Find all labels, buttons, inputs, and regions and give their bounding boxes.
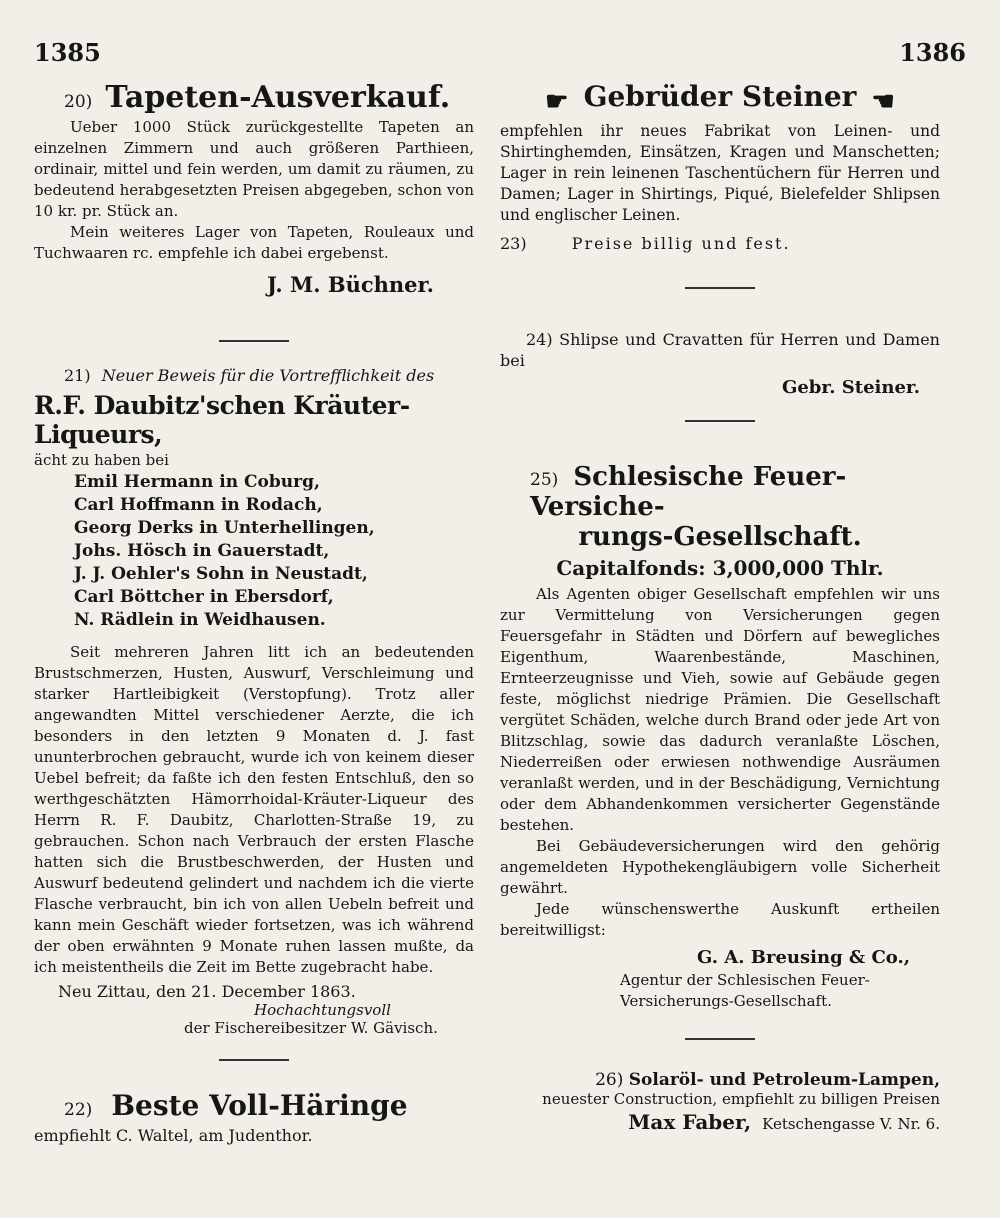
ad-body-2: Mein weiteres Lager von Tapeten, Rouleaux und Tuchwaaren rc. empfehle ich dabei ergebenst. [34, 223, 474, 262]
ad-22 [34, 1089, 474, 1145]
author: der Fischereibesitzer W. Gävisch. [184, 1019, 438, 1037]
seller-item: N. Rädlein in Weidhausen. [74, 610, 326, 630]
ad-title: Tapeten-Ausverkauf. [105, 80, 451, 115]
ad-20 [34, 80, 474, 330]
divider [219, 1059, 289, 1061]
seller-item: Georg Derks in Unterhellingen, [74, 518, 375, 538]
ad-21 [34, 366, 474, 1037]
closing: Hochachtungsvoll [254, 1001, 391, 1019]
right-column [500, 80, 940, 1134]
ad-line-2: neuester Construction, empfiehlt zu billigen Preisen [542, 1089, 940, 1108]
ad-26 [500, 1070, 940, 1134]
ad-intro: Neuer Beweis für die Vortrefflichkeit des [101, 366, 435, 385]
ad-body: empfehlen ihr neues Fabrikat von Leinen- und Shirtinghemden, Einsätzen, Kragen und Manschetten; Lager in rein leinenen Taschentüchern für Herren und Damen; Lager in Shirtings, Piqué, Bielefelder Shlipsen und englischer Leinen. [500, 121, 940, 224]
ad-lead: ächt zu haben bei [34, 451, 169, 469]
seller-item: Carl Böttcher in Ebersdorf, [74, 587, 334, 607]
place-date: Neu Zittau, den 21. December 1863. [58, 982, 356, 1001]
ad-number: 23) [500, 233, 527, 253]
seller-list [74, 471, 474, 632]
divider [219, 340, 289, 342]
ad-line: empfiehlt C. Waltel, am Judenthor. [34, 1126, 313, 1145]
seller-item: J. J. Oehler's Sohn in Neustadt, [74, 564, 368, 584]
ad-text: Shlipse und Cravatten für Herren und Damen bei [500, 329, 940, 370]
page-number-right: 1386 [899, 38, 966, 67]
pointing-hand-icon: ☛ [545, 86, 569, 117]
seller-item: Carl Hoffmann in Rodach, [74, 495, 323, 515]
ad-line-1: Solaröl- und Petroleum-Lampen, [628, 1069, 940, 1090]
left-column [34, 80, 474, 1145]
ad-body: Seit mehreren Jahren litt ich an bedeutenden Brustschmerzen, Husten, Auswurf, Verschleimung und starker Hartleibigkeit (Verstopfung). Trotz aller angewandten Mittel verschiedener Aerzte, die ich besonders in den letzten 9 Monaten d. J. fast ununterbrochen gebraucht, wurde ich von keinem dieser Uebel befreit; da faßte ich den festen Entschluß, den so werthgeschätzten Hämorrhoidal-Kräuter-Liqueur des Herrn R. F. Daubitz, Charlotten-Straße 19, zu gebrauchen. Schon nach Verbrauch der ersten Flasche hatten sich die Brustbeschwerden, der Husten und Auswurf bedeutend gelindert und nachdem ich die vierte Flasche verbraucht, bin ich von allen Uebeln befreit und kann mein Geschäft wieder fortsetzen, was ich während der oben erwähnten 9 Monate ruhen lassen mußte, da ich meistentheils die Zeit im Bette zugebracht habe. [34, 643, 474, 976]
ad-text: Preise billig und fest. [571, 233, 791, 253]
seller-item: Emil Hermann in Coburg, [74, 472, 320, 492]
ad-signature: J. M. Büchner. [267, 272, 434, 297]
ad-number: 25) [530, 469, 559, 490]
seller-item: Johs. Hösch in Gauerstadt, [74, 541, 330, 561]
ad-signature: Gebr. Steiner. [781, 376, 920, 398]
divider [685, 1038, 755, 1040]
ad-23 [500, 234, 940, 253]
ad-title: Beste Voll-Häringe [111, 1089, 408, 1122]
ad-number: 26) [595, 1069, 624, 1090]
ad-body-2: Bei Gebäudeversicherungen wird den gehörig angemeldeten Hypothekengläubigern volle Sicherheit gewährt. [500, 836, 940, 897]
ad-body-3: Jede wünschenswerthe Auskunft ertheilen bereitwilligst: [500, 899, 940, 939]
ad-number: 20) [64, 92, 93, 112]
ad-title: Gebrüder Steiner [583, 80, 857, 113]
ad-number: 24) [526, 329, 553, 349]
ad-number: 21) [64, 366, 91, 385]
ad-number: 22) [64, 1100, 93, 1120]
ad-steiner [500, 80, 940, 253]
ad-address: Ketschengasse V. Nr. 6. [762, 1114, 940, 1133]
divider [685, 420, 755, 422]
agency: Agentur der Schlesischen Feuer-Versicherungs-Gesellschaft. [620, 970, 870, 1010]
ad-signature: G. A. Breusing & Co., [697, 946, 910, 968]
pointing-hand-left-icon: ☚ [871, 86, 895, 117]
ad-24 [500, 329, 940, 398]
ad-title: R.F. Daubitz'schen Kräuter-Liqueurs, [34, 391, 410, 449]
capital: Capitalfonds: 3,000,000 Thlr. [556, 555, 884, 580]
ad-title: Schlesische Feuer-Versiche- [530, 461, 847, 522]
ad-body: Ueber 1000 Stück zurückgestellte Tapeten an einzelnen Zimmern und auch größeren Parthieen, ordinair, mittel und fein werden, um damit zu räumen, zu bedeutend herabgesetzten Preisen abgegeben, schon von 10 kr. pr. Stück an. [34, 118, 474, 220]
divider [685, 287, 755, 289]
ad-25 [500, 462, 940, 1012]
ad-name: Max Faber, [628, 1109, 752, 1134]
ad-title-2: rungs-Gesellschaft. [578, 521, 862, 552]
page-number-left: 1385 [34, 38, 101, 67]
ad-body: Als Agenten obiger Gesellschaft empfehlen wir uns zur Vermittelung von Versicherungen gegen Feuersgefahr in Städten und Dörfern auf bewegliches Eigenthum, Waarenbestände, Maschinen, Ernteerzeugnisse und Vieh, sowie auf Gebäude gegen feste, möglichst niedrige Prämien. Die Gesellschaft vergütet Schäden, welche durch Brand oder jede Art von Blitzschlag, sowie das dadurch veranlaßte Löschen, Niederreißen oder erwiesen nothwendige Ausräumen veranlaßt werden, und in der Beschädigung, Vernichtung oder dem Abhandenkommen versicherter Gegenstände bestehen. [500, 584, 940, 834]
